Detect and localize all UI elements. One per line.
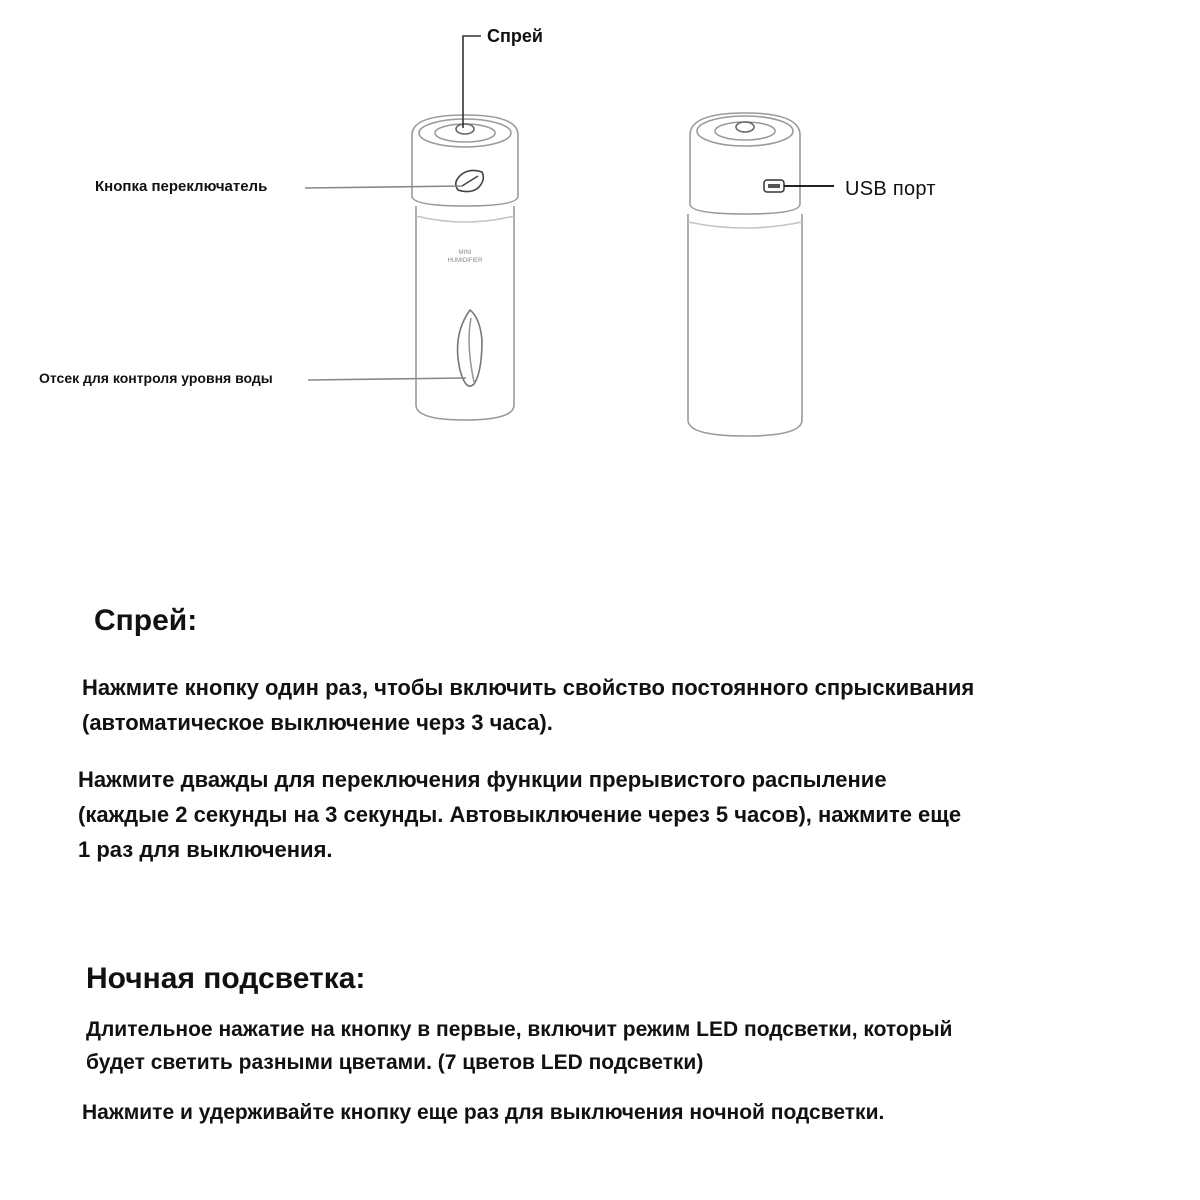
usb-port-callout-label: USB порт <box>845 178 936 200</box>
water-window-leader-line <box>308 378 466 380</box>
night-light-paragraph-1-line-1: Длительное нажатие на кнопку в первые, включит режим LED подсветки, который <box>86 1018 953 1041</box>
night-light-section-title: Ночная подсветка: <box>86 962 366 995</box>
spray-paragraph-2 <box>78 762 961 867</box>
spray-paragraph-2-line-3: 1 раз для выключения. <box>78 837 333 862</box>
product-diagram <box>0 0 1200 470</box>
spray-paragraph-1 <box>82 670 974 740</box>
night-light-paragraph-2-line-1: Нажмите и удерживайте кнопку еще раз для выключения ночной подсветки. <box>82 1101 885 1124</box>
night-light-paragraph-1-line-2: будет светить разными цветами. (7 цветов LED подсветки) <box>86 1051 704 1074</box>
front-view-humidifier <box>412 115 518 420</box>
spray-paragraph-2-line-1: Нажмите дважды для переключения функции прерывистого распыление <box>78 767 887 792</box>
night-light-paragraph-1 <box>86 1013 952 1079</box>
spray-callout-label: Спрей <box>487 26 543 46</box>
spray-paragraph-1-line-2: (автоматическое выключение черз 3 часа). <box>82 710 553 735</box>
spray-paragraph-1-line-1: Нажмите кнопку один раз, чтобы включить свойство постоянного спрыскивания <box>82 675 975 700</box>
usb-port-icon <box>764 180 784 192</box>
night-light-paragraph-2 <box>82 1095 884 1130</box>
body-label-line-2: HUMIDIFIER <box>447 258 483 264</box>
body-label-line-1: MINI <box>458 250 472 256</box>
back-view-humidifier <box>688 113 802 436</box>
spray-paragraph-2-line-2: (каждые 2 секунды на 3 секунды. Автовыключение через 5 часов), нажмите еще <box>78 802 962 827</box>
water-window-callout-label: Отсек для контроля уровня воды <box>39 370 273 386</box>
spray-section-title: Спрей: <box>94 604 198 637</box>
humidifier-drawings <box>0 0 1200 470</box>
switch-callout-label: Кнопка переключатель <box>95 178 268 195</box>
spray-leader-line <box>463 36 481 128</box>
